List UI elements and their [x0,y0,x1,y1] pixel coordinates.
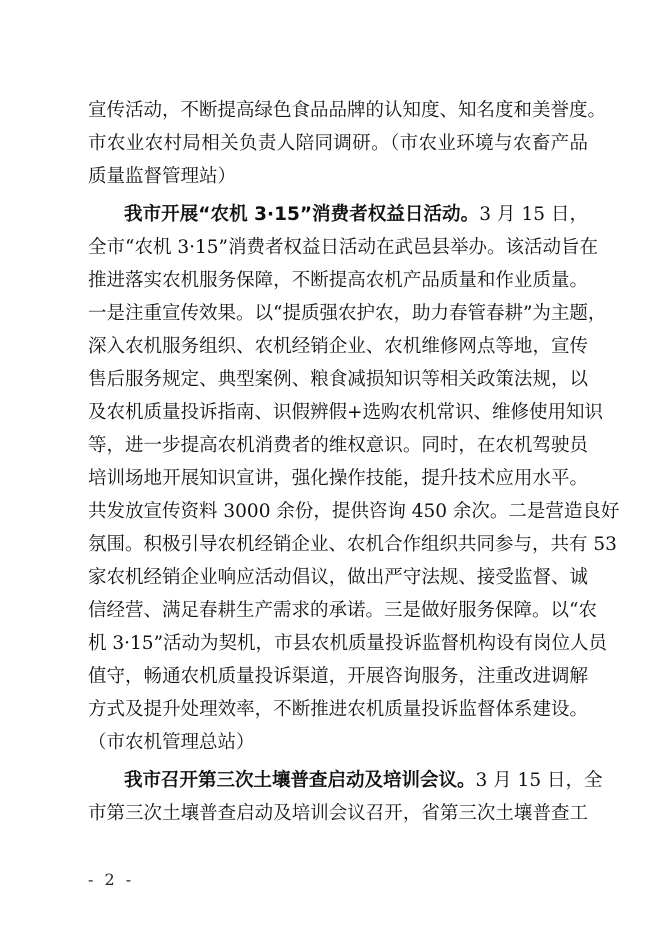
body-text-line: 值守，畅通农机质量投诉渠道，开展咨询服务，注重改进调解 [88,666,588,687]
source-attribution: （市农机管理总站） [88,732,255,753]
body-text-line: 方式及提升处理效率，不断推进农机质量投诉监督体系建设。 [88,699,588,720]
body-text-line: 等，进一步提高农机消费者的维权意识。同时，在农机驾驶员 [88,435,588,456]
body-text-line: 质量监督管理站） [88,166,237,187]
body-text-line: 一是注重宣传效果。以“提质强农护农，助力春管春耕”为主题， [88,303,607,324]
body-text-line: 机 3·15”活动为契机，市县农机质量投诉监督机构设有岗位人员 [88,633,608,654]
body-text-line: 共发放宣传资料 3000 余份，提供咨询 450 余次。二是营造良好 [88,501,620,522]
body-text-line: 售后服务规定、典型案例、粮食减损知识等相关政策法规，以 [88,369,588,390]
body-text-line: 市农业农村局相关负责人陪同调研。（市农业环境与农畜产品 [88,133,588,154]
news-headline: 我市召开第三次土壤普查启动及培训会议。 [124,770,476,791]
body-text-line: 深入农机服务组织、农机经销企业、农机维修网点等地，宣传 [88,336,588,357]
paragraph-first-line [124,769,603,793]
body-text-line: 全市“农机 3·15”消费者权益日活动在武邑县举办。该活动旨在 [88,237,598,258]
body-text-line: 培训场地开展知识宣讲，强化操作技能，提升技术应用水平。 [88,468,588,489]
body-text-line: 市第三次土壤普查启动及培训会议召开，省第三次土壤普查工 [88,803,588,824]
body-text-line: 信经营、满足春耕生产需求的承诺。三是做好服务保障。以“农 [88,600,597,621]
body-text-line: 宣传活动，不断提高绿色食品品牌的认知度、知名度和美誉度。 [88,100,607,121]
body-text-line: 家农机经销企业响应活动倡议，做出严守法规、接受监督、诚 [88,567,588,588]
body-text-line: 及农机质量投诉指南、识假辨假+选购农机常识、维修使用知识 [88,402,604,423]
page-number: - 2 - [88,870,135,889]
body-text: 3 月 15 日， [479,204,589,225]
body-text-line: 推进落实农机服务保障，不断提高农机产品质量和作业质量。 [88,270,588,291]
paragraph-first-line [124,203,588,227]
body-text: 3 月 15 日，全 [475,770,603,791]
body-text-line: 氛围。积极引导农机经销企业、农机合作组织共同参与，共有 53 [88,534,617,555]
news-headline: 我市开展“农机 3·15”消费者权益日活动。 [124,204,480,225]
